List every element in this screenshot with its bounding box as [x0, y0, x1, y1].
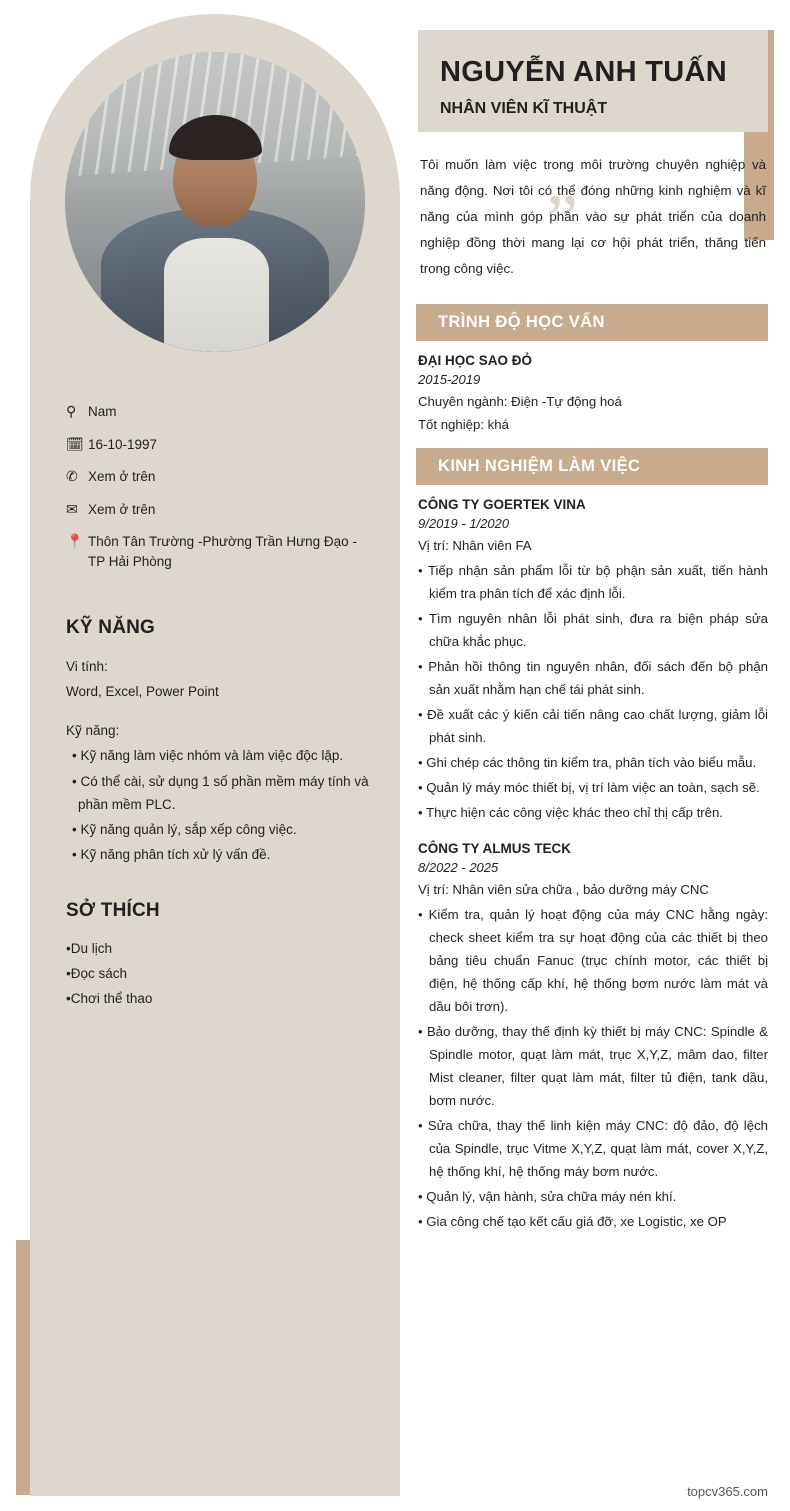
- photo-person-shirt: [164, 238, 269, 352]
- skills-heading: KỸ NĂNG: [66, 617, 156, 638]
- education-school: ĐẠI HỌC SAO ĐỎ: [418, 353, 533, 369]
- list-item: •Chơi thể thao: [66, 990, 153, 1006]
- experience-bullets: [418, 904, 768, 1234]
- list-item: • Bảo dưỡng, thay thế định kỳ thiết bị máy CNC: Spindle & Spindle motor, quạt làm mát, trục X,Y,Z, mâm dao, filter Mist cleaner, filter quạt làm mát, filter tủ điện, tank dầu, bơm nước.: [418, 1024, 768, 1108]
- list-item: •Du lịch: [66, 941, 112, 957]
- experience-company: CÔNG TY ALMUS TECK: [418, 840, 572, 856]
- experience-position: Vị trí: Nhân viên sửa chữa , bảo dưỡng máy CNC: [418, 881, 709, 897]
- education-heading: TRÌNH ĐỘ HỌC VẤN: [416, 304, 768, 341]
- contact-item-address: [66, 532, 376, 571]
- list-item: • Ghi chép các thông tin kiểm tra, phân tích vào biểu mẫu.: [418, 754, 757, 770]
- footer-url: topcv365.com: [687, 1484, 768, 1499]
- main-content: [418, 30, 768, 1236]
- skills-section: [66, 612, 386, 868]
- skills-list: [66, 744, 386, 866]
- left-sidebar: [30, 14, 400, 1496]
- job-title: NHÂN VIÊN KĨ THUẬT: [440, 100, 608, 118]
- contact-phone-text: Xem ở trên: [88, 469, 156, 485]
- hobbies-heading: SỞ THÍCH: [66, 900, 160, 921]
- hobbies-section: [66, 894, 386, 1011]
- name-banner: [418, 30, 768, 132]
- contact-gender-text: Nam: [88, 404, 117, 419]
- email-icon: ✉: [66, 500, 78, 517]
- skills-list-label: Kỹ năng:: [66, 723, 120, 739]
- experience-position: Vị trí: Nhân viên FA: [418, 537, 532, 553]
- education-entry: [418, 353, 768, 436]
- education-result: Tốt nghiệp: khá: [418, 417, 509, 433]
- location-icon: 📍: [66, 533, 84, 550]
- contact-item-phone: [66, 467, 376, 487]
- experience-heading: KINH NGHIỆM LÀM VIỆC: [416, 448, 768, 485]
- contact-list: [66, 402, 376, 584]
- contact-address-text: Thôn Tân Trường -Phường Trần Hưng Đạo - TP Hải Phòng: [88, 534, 357, 569]
- list-item: • Đề xuất các ý kiến cải tiến nâng cao chất lượng, giảm lỗi phát sinh.: [418, 707, 768, 745]
- education-major: Chuyên ngành: Điện -Tự động hoá: [418, 394, 622, 410]
- summary-text: Tôi muốn làm việc trong môi trường chuyên nghiệp và năng động. Nơi tôi có thể đóng những kinh nghiệm và kĩ năng của mình góp phần vào sự phát triển của doanh nghiệp đồng thời mang lại cơ hội phát triển, thăng tiến trong công việc.: [420, 157, 766, 277]
- contact-item-gender: [66, 402, 376, 422]
- page-title: NGUYỄN ANH TUẤN: [440, 56, 727, 88]
- contact-email-text: Xem ở trên: [88, 501, 156, 517]
- experience-company: CÔNG TY GOERTEK VINA: [418, 496, 586, 512]
- list-item: • Kỹ năng làm việc nhóm và làm việc độc lập.: [72, 748, 344, 764]
- experience-period: 9/2019 - 1/2020: [418, 515, 510, 531]
- list-item: • Tiếp nhận sản phẩm lỗi từ bộ phận sản xuất, tiến hành kiểm tra phân tích để xác định lỗi.: [418, 563, 768, 602]
- contact-item-birthdate: [66, 435, 376, 455]
- list-item: • Kiểm tra, quản lý hoạt động của máy CNC hằng ngày: check sheet kiểm tra sự hoạt động của các thiết bị theo bảng tiêu chuẩn Fanuc (trục chính motor, các thiết bị điện, hệ thống cấp khí, hệ thống bơm nước làm mát và dầu bôi trơn).: [418, 907, 768, 1015]
- list-item: • Thực hiện các công việc khác theo chỉ thị cấp trên.: [418, 804, 723, 820]
- profile-photo: [65, 52, 365, 352]
- experience-period: 8/2022 - 2025: [418, 859, 499, 875]
- list-item: • Phản hồi thông tin nguyên nhân, đối sách đến bộ phận sản xuất nhằm hạn chế tái phát sinh.: [418, 659, 768, 698]
- calendar-icon: 🗓: [66, 435, 84, 452]
- skills-computer-label: Vi tính:: [66, 658, 108, 674]
- experience-bullets: [418, 560, 768, 825]
- list-item: • Có thể cài, sử dụng 1 số phần mềm máy tính và phần mềm PLC.: [72, 773, 369, 812]
- hobbies-list: [66, 937, 386, 1010]
- contact-birthdate-text: 16-10-1997: [88, 436, 158, 452]
- list-item: • Sửa chữa, thay thế linh kiện máy CNC: độ đảo, độ lệch của Spindle, trục Vitme X,Y,Z, quạt làm mát, cover X,Y,Z, hệ thống khí, hệ thống máy bơm nước.: [418, 1117, 768, 1179]
- skills-computer-value: Word, Excel, Power Point: [66, 683, 219, 699]
- phone-icon: ✆: [66, 468, 78, 485]
- summary-section: [418, 132, 768, 292]
- section-spacer: [418, 827, 768, 841]
- contact-item-email: [66, 500, 376, 520]
- gender-icon: ⚲: [66, 403, 77, 419]
- list-item: • Kỹ năng quản lý, sắp xếp công việc.: [72, 821, 297, 837]
- list-item: • Quản lý, vận hành, sửa chữa máy nén khí.: [418, 1188, 677, 1204]
- list-item: • Kỹ năng phân tích xử lý vấn đề.: [72, 847, 271, 863]
- education-years: 2015-2019: [418, 372, 481, 388]
- experience-entry: [418, 841, 768, 1234]
- list-item: • Tìm nguyên nhân lỗi phát sinh, đưa ra biện pháp sửa chữa khắc phục.: [418, 611, 768, 650]
- list-item: • Gia công chế tạo kết cấu giá đỡ, xe Logistic, xe OP: [418, 1213, 727, 1229]
- quote-icon: ”: [546, 180, 578, 261]
- experience-entry: [418, 497, 768, 825]
- list-item: •Đọc sách: [66, 965, 128, 981]
- list-item: • Quản lý máy móc thiết bị, vị trí làm việc an toàn, sạch sẽ.: [418, 779, 760, 795]
